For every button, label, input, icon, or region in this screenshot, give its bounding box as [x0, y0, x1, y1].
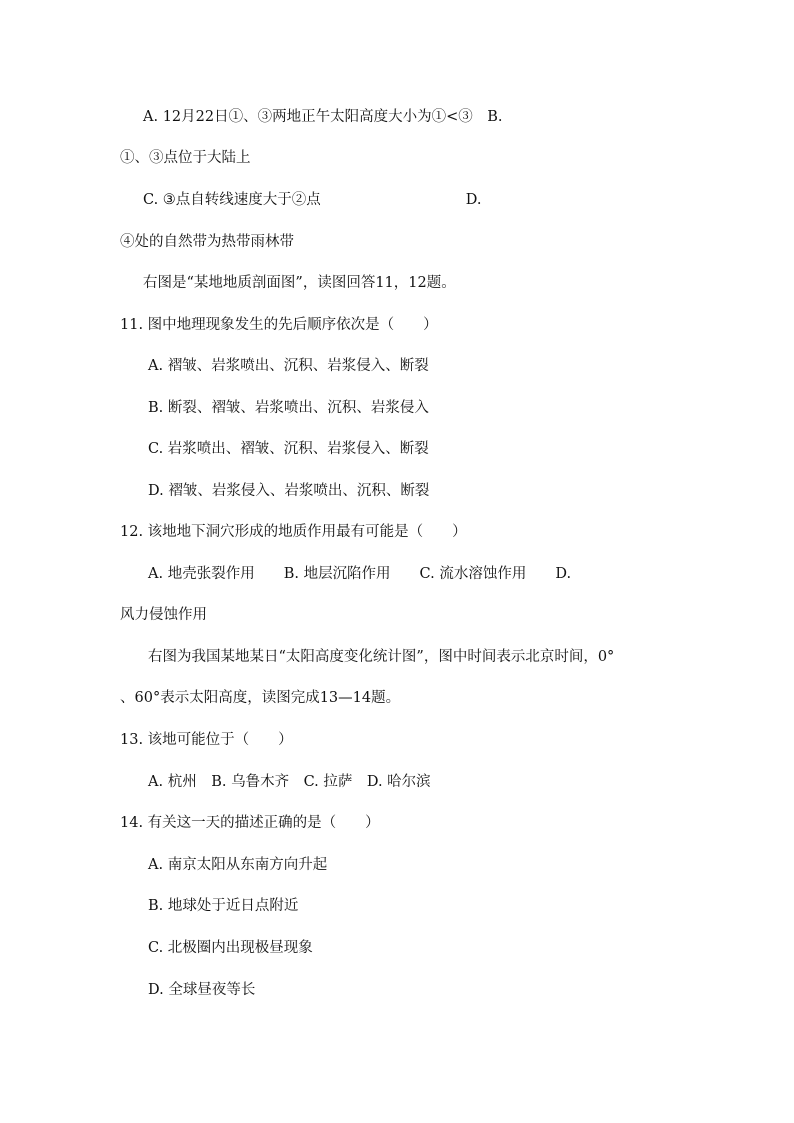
option-d-q14: D. 全球昼夜等长: [148, 982, 256, 998]
question-12: 12. 该地地下洞穴形成的地质作用最有可能是（ ）: [120, 524, 467, 540]
option-a-q14: A. 南京太阳从东南方向升起: [148, 857, 328, 873]
option-c-q14: C. 北极圈内出现极昼现象: [148, 940, 313, 956]
intro-q13-14: 右图为我国某地某日“太阳高度变化统计图”，图中时间表示北京时间，0°: [148, 649, 615, 665]
option-b-q11: B. 断裂、褶皱、岩浆喷出、沉积、岩浆侵入: [148, 400, 429, 416]
question-13: 13. 该地可能位于（ ）: [120, 732, 293, 748]
intro-q13-14-cont: 、60°表示太阳高度，读图完成13—14题。: [120, 690, 401, 706]
question-11: 11. 图中地理现象发生的先后顺序依次是（ ）: [120, 317, 438, 333]
option-d-q12-text: 风力侵蚀作用: [120, 607, 207, 623]
option-b-q14: B. 地球处于近日点附近: [148, 898, 299, 914]
option-d-q10-text: ④处的自然带为热带雨林带: [120, 234, 294, 250]
option-a-q11: A. 褶皱、岩浆喷出、沉积、岩浆侵入、断裂: [148, 358, 429, 374]
option-a-q10: A. 12月22日①、③两地正午太阳高度大小为①<③ B.: [143, 109, 503, 125]
options-q13: A. 杭州 B. 乌鲁木齐 C. 拉萨 D. 哈尔滨: [148, 774, 431, 790]
option-c-q11: C. 岩浆喷出、褶皱、沉积、岩浆侵入、断裂: [148, 441, 429, 457]
option-d-q11: D. 褶皱、岩浆侵入、岩浆喷出、沉积、断裂: [148, 483, 430, 499]
options-q12: A. 地壳张裂作用 B. 地层沉陷作用 C. 流水溶蚀作用 D.: [148, 566, 572, 582]
option-c-q10: C. ③点自转线速度大于②点 D.: [143, 192, 482, 208]
question-14: 14. 有关这一天的描述正确的是（ ）: [120, 815, 380, 831]
intro-q11-12: 右图是“某地地质剖面图”，读图回答11，12题。: [143, 275, 456, 291]
option-b-q10-text: ①、③点位于大陆上: [120, 150, 251, 166]
